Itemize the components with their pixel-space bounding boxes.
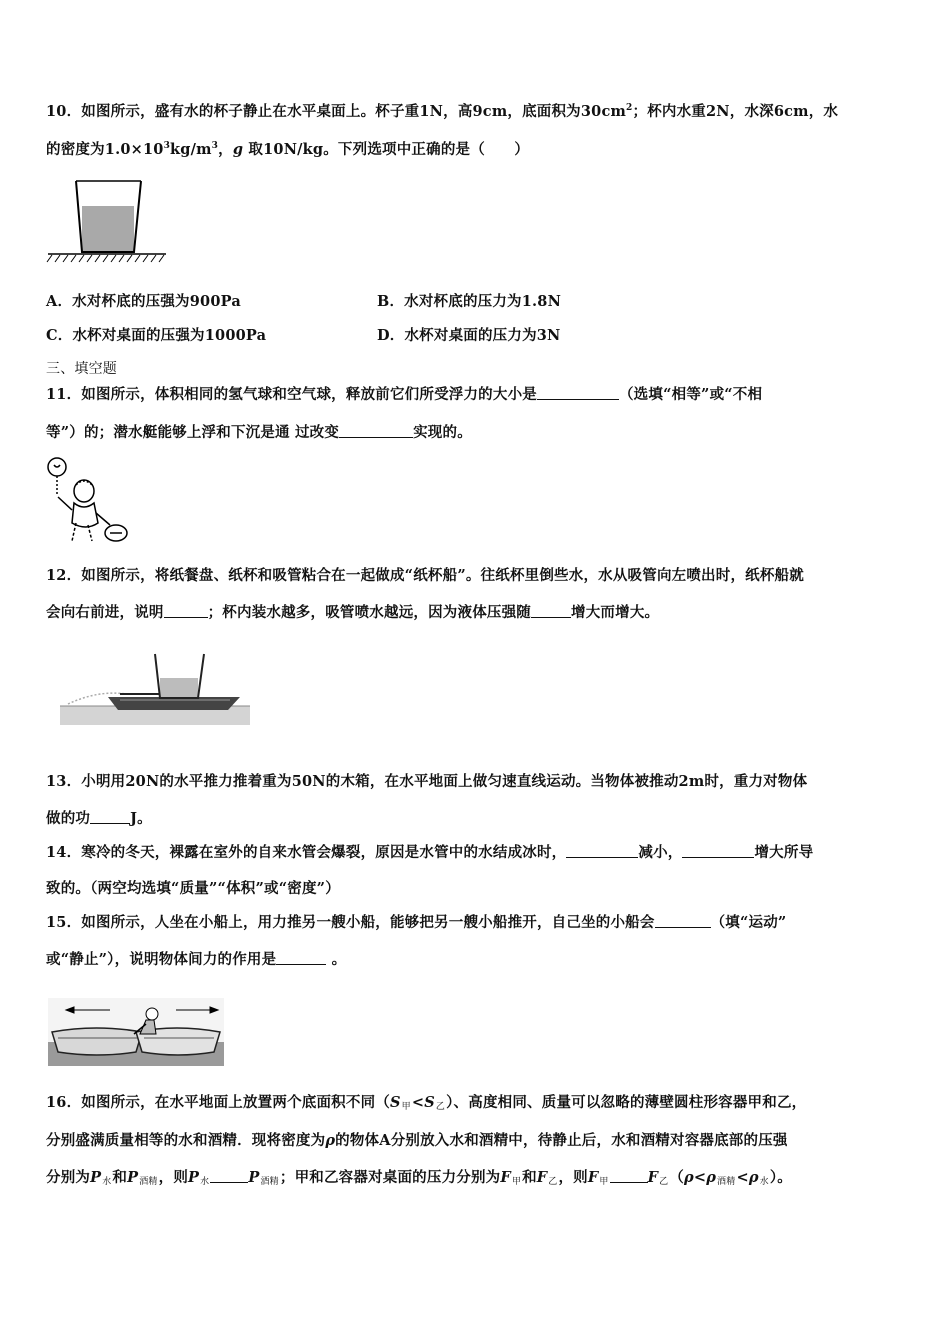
q16-line-3: 分别为P水和P酒精，则P水 P酒精；甲和乙容器对桌面的压力分别为F甲和F乙，则F甲 F乙（ρ<ρ酒精<ρ水）。 (46, 1169, 793, 1187)
section-title: 三、填空题 (46, 361, 117, 377)
q15-line-1: 15．如图所示，人坐在小船上，用力推另一艘小船，能够把另一艘小船推开，自己坐的小船会 （填“运动” (46, 914, 787, 931)
q11-blank-1 (537, 385, 619, 400)
cup-on-table-figure (46, 178, 171, 263)
q13-line-2: 做的功 J。 (46, 810, 152, 827)
two-boats-figure (48, 998, 224, 1066)
q15-line-2: 或“静止”），说明物体间力的作用是 。 (46, 951, 347, 968)
q16-blank-2 (610, 1168, 648, 1183)
q13-line-1: 13．小明用20N的水平推力推着重为50N的木箱，在水平地面上做匀速直线运动。当物体被推动2m时，重力对物体 (46, 773, 808, 790)
q16-line-1: 16．如图所示，在水平地面上放置两个底面积不同（S甲<S乙）、高度相同、质量可以忽略的薄壁圆柱形容器甲和乙， (46, 1094, 807, 1112)
q10-line-1: 10．如图所示，盛有水的杯子静止在水平桌面上。杯子重1N，高9cm，底面积为$30cm^2$；杯内水重2N，水深6cm，水 (46, 103, 839, 120)
paper-cup-boat-figure (60, 652, 250, 727)
q14-blank-1 (566, 843, 638, 858)
q10-option-b: B．水对杯底的压力为1.8N (377, 293, 562, 310)
q10-option-d: D．水杯对桌面的压力为3N (377, 327, 561, 344)
q14-line-1: 14．寒冷的冬天，裸露在室外的自来水管会爆裂，原因是水管中的水结成冰时， 减小， 增大所导 (46, 844, 814, 861)
q15-blank-2 (276, 950, 326, 965)
q14-blank-2 (682, 843, 754, 858)
q16-blank-1 (210, 1168, 248, 1183)
q10-line-2: 的密度为$1.0\times 10^3kg/m^3$，g 取10N/kg。下列选项中正确的是（ ） (46, 141, 530, 158)
person-head (146, 1008, 158, 1020)
q13-blank (90, 809, 130, 824)
q12-line-2: 会向右前进，说明 ；杯内装水越多，吸管喷水越远，因为液体压强随 增大而增大。 (46, 604, 660, 621)
balloon-child-figure (44, 455, 132, 550)
q12-blank-1 (164, 603, 208, 618)
q16-line-2: 分别盛满质量相等的水和酒精．现将密度为ρ的物体A分别放入水和酒精中，待静止后，水和酒精对容器底部的压强 (46, 1132, 788, 1149)
water-fill (82, 206, 134, 252)
q14-line-2: 致的。（两空均选填“质量”“体积”或“密度”） (46, 880, 340, 897)
q11-line-1: 11．如图所示，体积相同的氢气球和空气球，释放前它们所受浮力的大小是 （选填“相等”或“不相 (46, 386, 763, 403)
q12-blank-2 (531, 603, 571, 618)
q10-option-c: C．水杯对桌面的压强为1000Pa (46, 327, 267, 344)
q15-blank-1 (655, 913, 711, 928)
q11-blank-2 (339, 423, 413, 438)
q10-option-a: A．水对杯底的压强为900Pa (46, 293, 241, 310)
left-boat (52, 1028, 142, 1055)
q11-line-2: 等”）的；潜水艇能够上浮和下沉是通 过改变 实现的。 (46, 424, 472, 441)
q12-line-1: 12．如图所示，将纸餐盘、纸杯和吸管粘合在一起做成“纸杯船”。往纸杯里倒些水，水从吸管向左喷出时，纸杯船就 (46, 567, 804, 584)
